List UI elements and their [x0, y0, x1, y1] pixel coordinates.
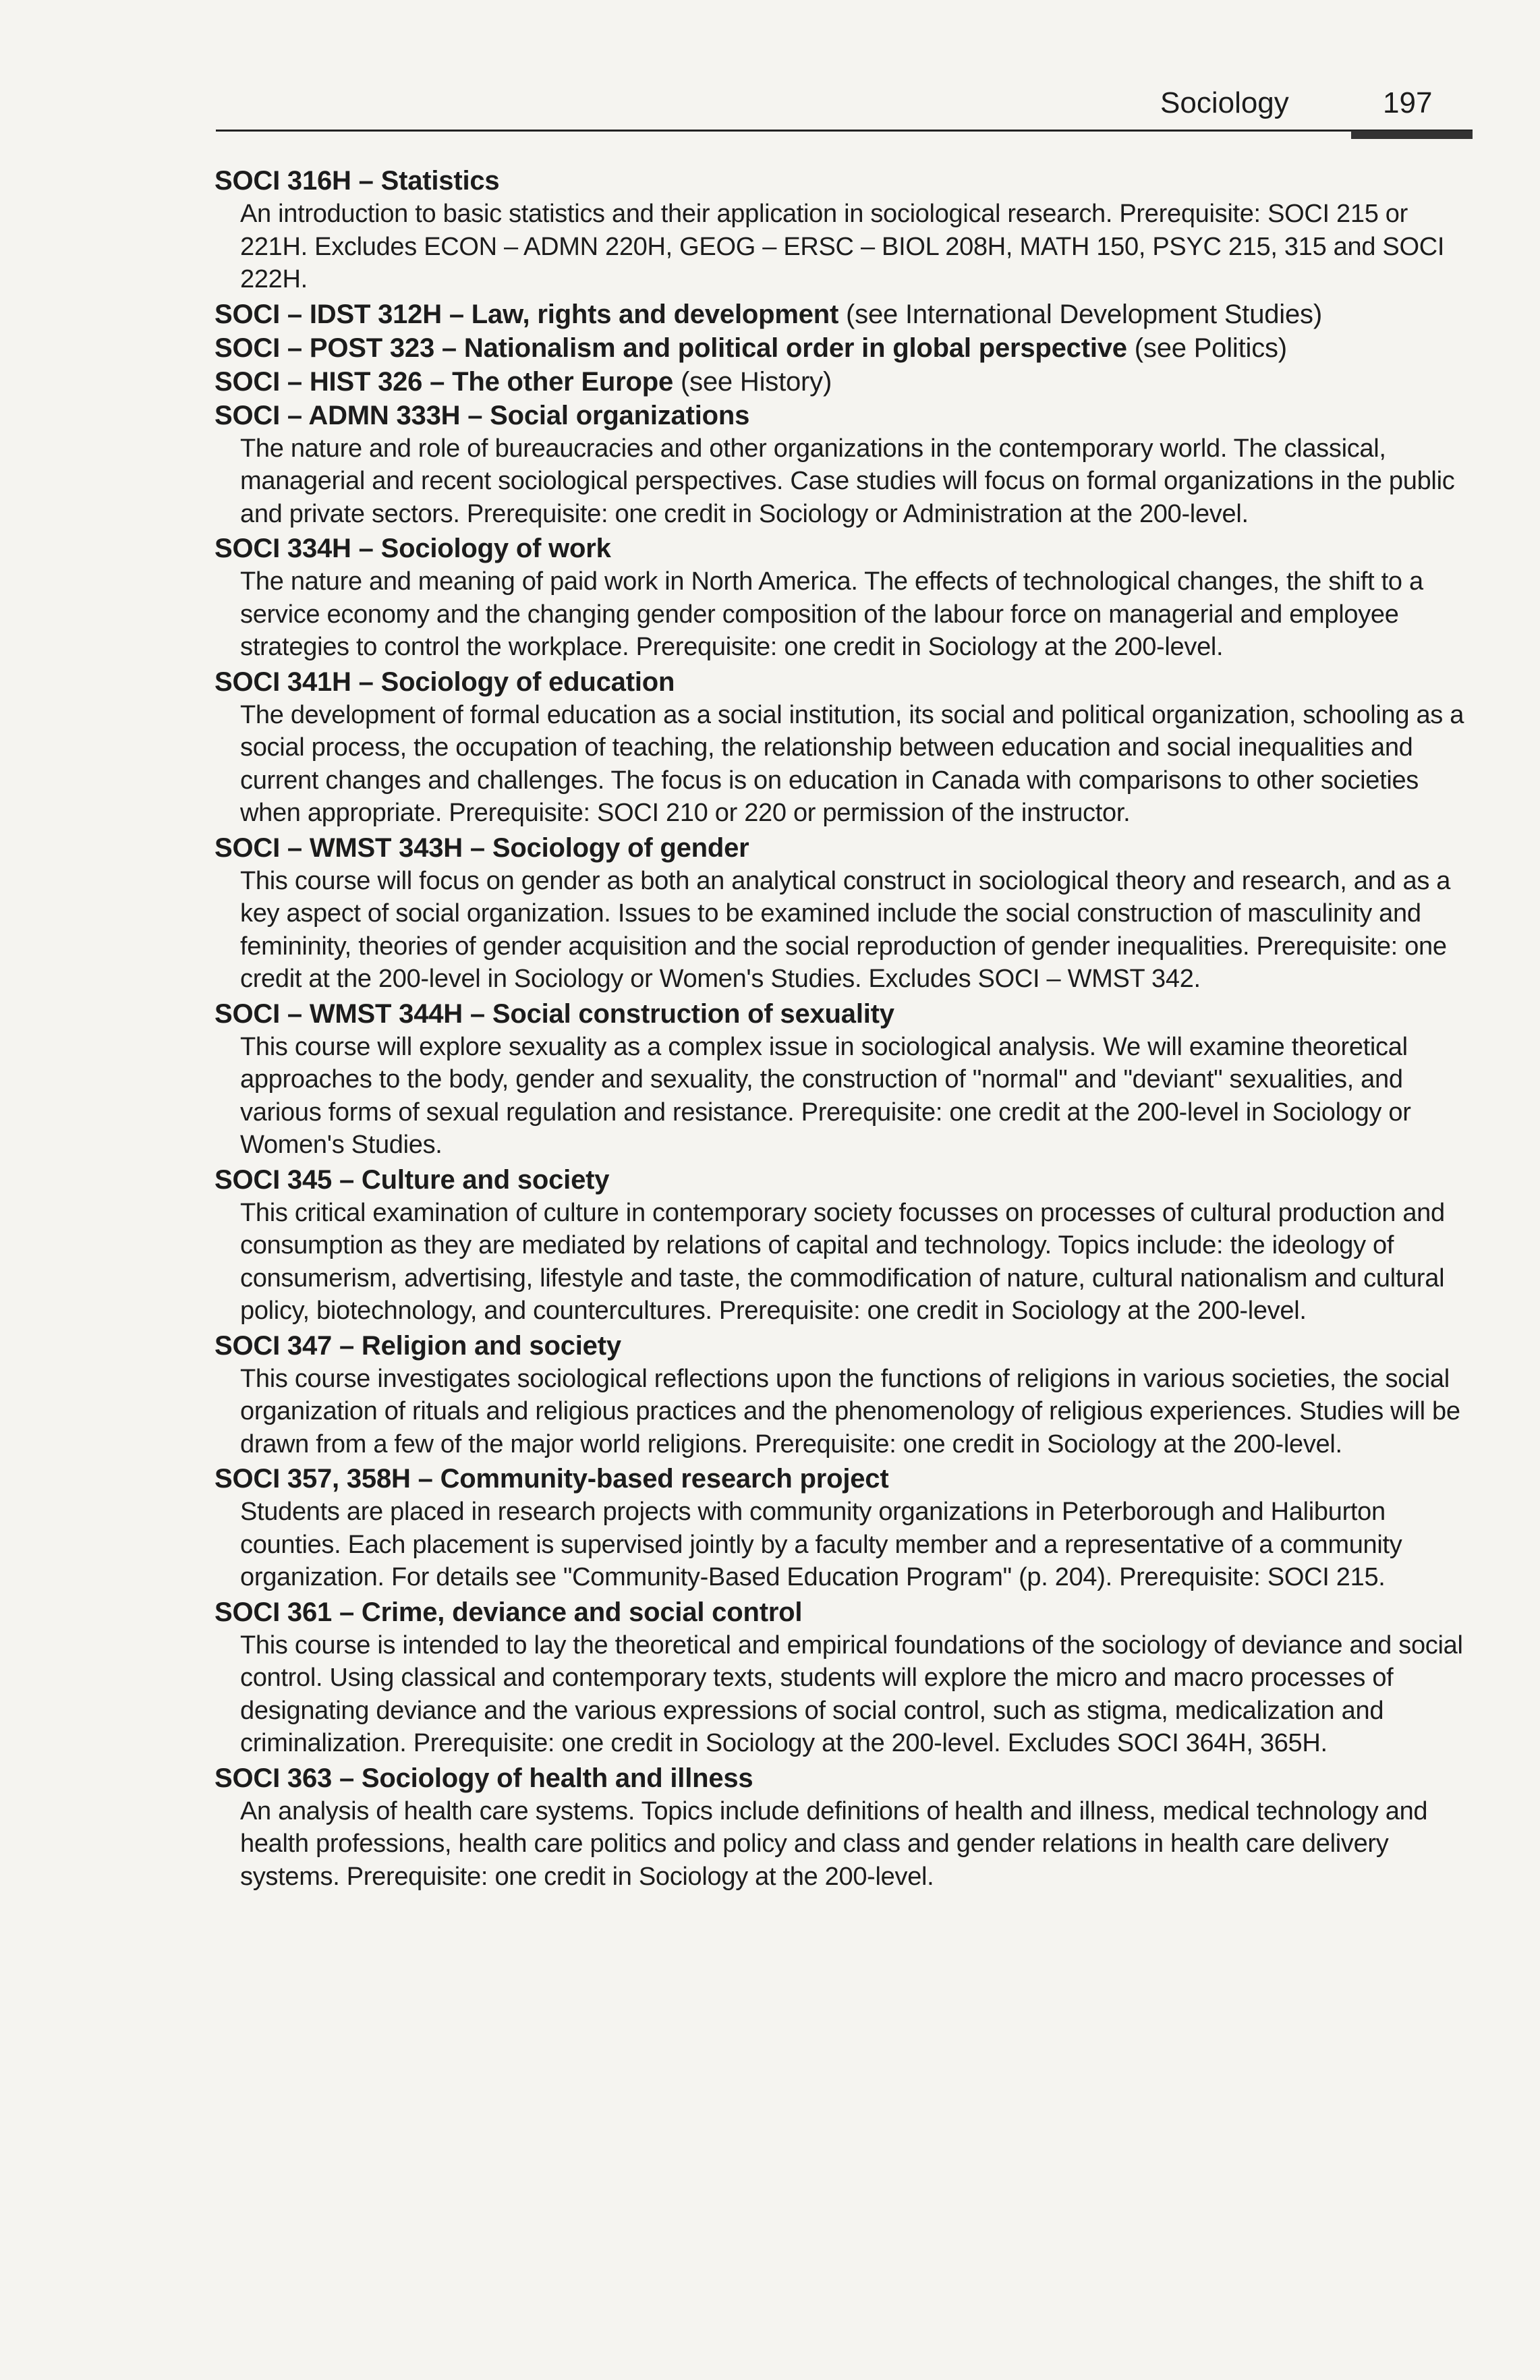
running-header	[216, 74, 1473, 148]
course-title: SOCI 341H – Sociology of education	[215, 667, 675, 697]
course-title: SOCI 316H – Statistics	[215, 166, 500, 196]
course-entry-soci-363	[215, 1761, 1476, 1894]
course-description: The development of formal education as a social institution, its social and political organization, schooling as a social process, the occupation of teaching, the relationship between education and social inequalities and current changes and challenges. The focus is on education in Canada with comparisons to other societies when appropriate. Prerequisite: SOCI 210 or 220 or permission of the instructor.	[240, 700, 1464, 827]
course-entry-soci-idst-312h	[215, 298, 1476, 331]
course-title: SOCI – WMST 344H – Social construction of sexuality	[215, 998, 894, 1029]
course-description: The nature and role of bureaucracies and other organizations in the contemporary world. The classical, managerial and recent sociological perspectives. Case studies will focus on formal organizations in the public and private sectors. Prerequisite: one credit in Sociology or Administration at the 200-level.	[240, 434, 1455, 528]
course-title: SOCI 334H – Sociology of work	[215, 534, 611, 563]
cross-reference-note: (see Politics)	[1134, 333, 1287, 363]
course-entry-soci-341h	[215, 665, 1476, 830]
course-description: The nature and meaning of paid work in North America. The effects of technological changes, the shift to a service economy and the changing gender composition of the labour force on managerial and employee strategies to control the workplace. Prerequisite: one credit in Sociology at the 200-level.	[240, 567, 1423, 661]
course-title: SOCI 345 – Culture and society	[215, 1164, 610, 1195]
course-entry-soci-345	[215, 1163, 1476, 1328]
course-entry-soci-wmst-344h	[215, 997, 1476, 1162]
cross-reference-note: (see History)	[680, 366, 832, 397]
cross-reference-note: (see International Development Studies)	[846, 299, 1322, 329]
section-tab-marker	[1351, 131, 1473, 139]
course-entry-soci-361	[215, 1595, 1476, 1760]
course-title: SOCI – ADMN 333H – Social organizations	[215, 400, 750, 430]
course-title: SOCI 347 – Religion and society	[215, 1330, 621, 1361]
course-entry-soci-357-358h	[215, 1462, 1476, 1594]
course-title: SOCI 361 – Crime, deviance and social control	[215, 1597, 803, 1627]
course-description: This critical examination of culture in contemporary society focusses on processes of cultural production and consumption as they are mediated by relations of capital and technology. Topics include: the ideology of consumerism, advertising, lifestyle and taste, the commodification of nature, cultural nationalism and cultural policy, biotechnology, and countercultures. Prerequisite: one credit in Sociology at the 200-level.	[240, 1198, 1445, 1325]
course-description: This course will focus on gender as both an analytical construct in sociological theory and research, and as a key aspect of social organization. Issues to be examined include the social construction of masculinity and femininity, theories of gender acquisition and the social reproduction of gender inequalities. Prerequisite: one credit at the 200-level in Sociology or Women's Studies. Excludes SOCI – WMST 342.	[240, 866, 1451, 993]
course-description: This course will explore sexuality as a complex issue in sociological analysis. We will examine theoretical approaches to the body, gender and sexuality, the construction of "normal" and "deviant" sexualities, and various forms of sexual regulation and resistance. Prerequisite: one credit at the 200-level in Sociology or Women's Studies.	[240, 1032, 1411, 1159]
course-description: This course investigates sociological reflections upon the functions of religions in various societies, the social organization of rituals and religious practices and the phenomenology of religious experiences. Studies will be drawn from a few of the major world religions. Prerequisite: one credit in Sociology at the 200-level.	[240, 1364, 1460, 1458]
course-description: An analysis of health care systems. Topics include definitions of health and illness, medical technology and health professions, health care politics and policy and class and gender relations in health care delivery systems. Prerequisite: one credit in Sociology at the 200-level.	[240, 1796, 1428, 1891]
course-title: SOCI – HIST 326 – The other Europe	[215, 366, 674, 397]
course-entry-soci-post-323	[215, 331, 1476, 365]
course-title: SOCI – IDST 312H – Law, rights and development	[215, 299, 839, 329]
course-entry-soci-admn-333h	[215, 399, 1476, 531]
course-description: An introduction to basic statistics and their application in sociological research. Prerequisite: SOCI 215 or 221H. Excludes ECON – ADMN 220H, GEOG – ERSC – BIOL 208H, MATH 150, PSYC 215, 315 and SOCI 222H.	[240, 200, 1445, 293]
course-entry-soci-347	[215, 1329, 1476, 1461]
course-entry-soci-hist-326	[215, 365, 1476, 399]
course-list	[215, 164, 1476, 1894]
course-title: SOCI 357, 358H – Community-based research project	[215, 1464, 889, 1494]
header-rule	[216, 130, 1473, 132]
course-description: This course is intended to lay the theoretical and empirical foundations of the sociology of deviance and social control. Using classical and contemporary texts, students will explore the micro and macro processes of designating deviance and the various expressions of social control, such as stigma, medicalization and criminalization. Prerequisite: one credit in Sociology at the 200-level. Excludes SOCI 364H, 365H.	[240, 1631, 1463, 1757]
course-title: SOCI – POST 323 – Nationalism and political order in global perspective	[215, 333, 1127, 363]
page-number: 197	[1383, 86, 1433, 119]
course-title: SOCI – WMST 343H – Sociology of gender	[215, 832, 749, 863]
course-entry-soci-334h	[215, 532, 1476, 664]
course-description: Students are placed in research projects with community organizations in Peterborough and Haliburton counties. Each placement is supervised jointly by a faculty member and a representative of a community organization. For details see "Community-Based Education Program" (p. 204). Prerequisite: SOCI 215.	[240, 1498, 1402, 1591]
course-entry-soci-wmst-343h	[215, 831, 1476, 996]
course-entry-soci-316h	[215, 164, 1476, 296]
course-title: SOCI 363 – Sociology of health and illness	[215, 1763, 753, 1793]
running-header-section: Sociology	[1160, 86, 1289, 119]
